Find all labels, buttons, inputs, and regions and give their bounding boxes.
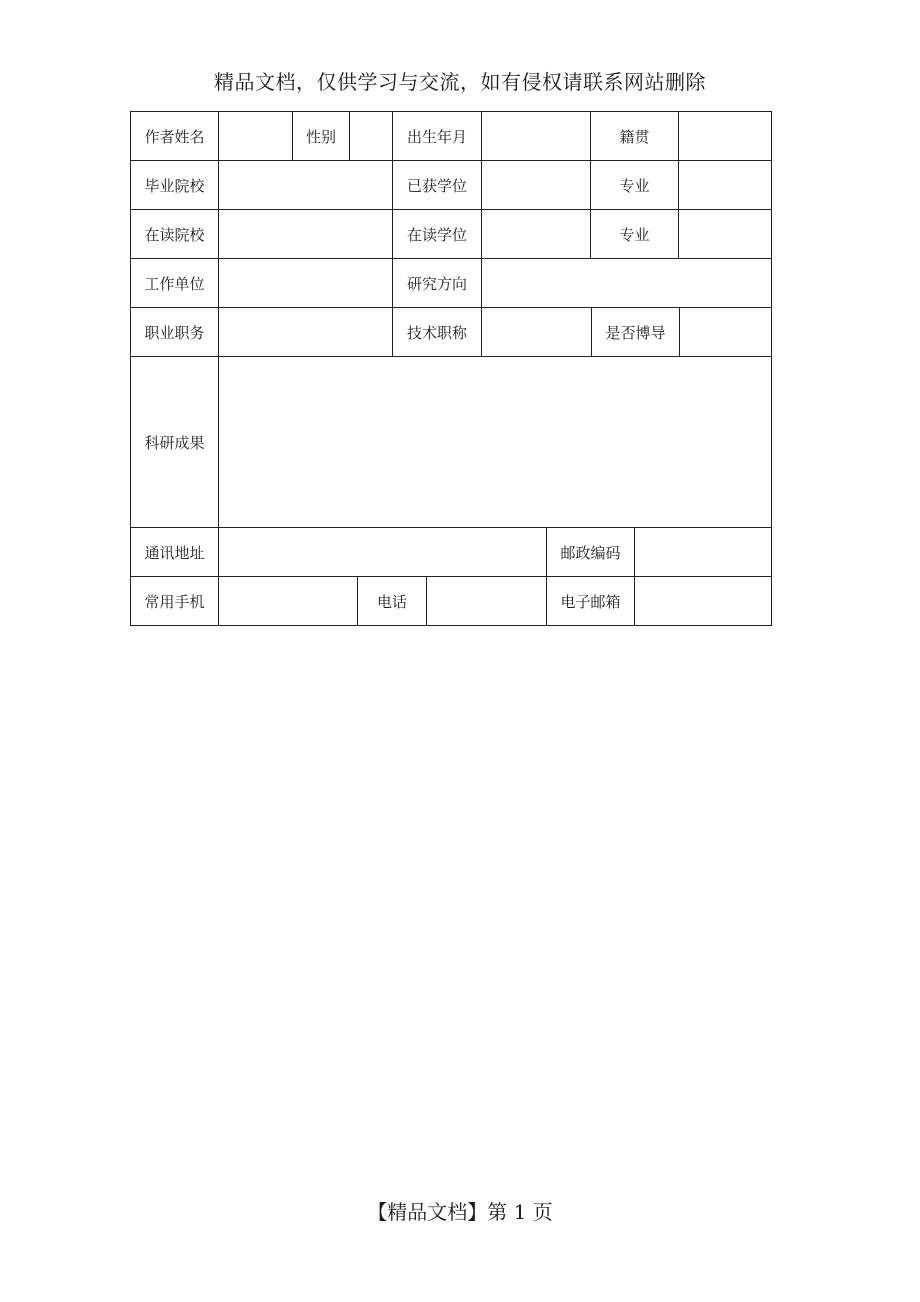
input-birth-date[interactable] — [482, 112, 591, 160]
label-major-2: 专业 — [591, 210, 679, 258]
row-position — [130, 308, 772, 357]
input-postal-code[interactable] — [635, 528, 771, 576]
label-mobile-phone: 常用手机 — [131, 577, 219, 625]
input-major-1[interactable] — [679, 161, 771, 209]
label-degree-obtained: 已获学位 — [393, 161, 482, 209]
row-work — [130, 259, 772, 308]
label-author-name: 作者姓名 — [131, 112, 219, 160]
input-gender[interactable] — [350, 112, 393, 160]
row-basic-info — [130, 111, 772, 161]
label-major-1: 专业 — [591, 161, 679, 209]
input-position[interactable] — [219, 308, 393, 356]
input-graduated-school[interactable] — [219, 161, 393, 209]
input-degree-obtained[interactable] — [482, 161, 591, 209]
input-degree-studying[interactable] — [482, 210, 591, 258]
label-doctoral-supervisor: 是否博导 — [592, 308, 680, 356]
row-research-results — [130, 357, 772, 528]
label-native-place: 籍贯 — [591, 112, 679, 160]
page-header: 精品文档，仅供学习与交流，如有侵权请联系网站删除 — [214, 70, 706, 94]
label-telephone: 电话 — [358, 577, 427, 625]
author-info-form — [130, 111, 772, 626]
input-research-results[interactable] — [219, 357, 771, 527]
row-address — [130, 528, 772, 577]
label-technical-title: 技术职称 — [393, 308, 482, 356]
input-email[interactable] — [635, 577, 771, 625]
input-work-unit[interactable] — [219, 259, 393, 307]
input-telephone[interactable] — [427, 577, 547, 625]
input-mobile-phone[interactable] — [219, 577, 358, 625]
label-gender: 性别 — [293, 112, 350, 160]
label-degree-studying: 在读学位 — [393, 210, 482, 258]
input-major-2[interactable] — [679, 210, 771, 258]
input-author-name[interactable] — [219, 112, 293, 160]
input-native-place[interactable] — [679, 112, 771, 160]
label-postal-code: 邮政编码 — [547, 528, 635, 576]
label-research-results: 科研成果 — [131, 357, 219, 527]
input-mailing-address[interactable] — [219, 528, 547, 576]
label-graduated-school: 毕业院校 — [131, 161, 219, 209]
label-work-unit: 工作单位 — [131, 259, 219, 307]
page-footer: 【精品文档】第 1 页 — [367, 1200, 553, 1224]
input-technical-title[interactable] — [482, 308, 592, 356]
input-research-direction[interactable] — [482, 259, 771, 307]
row-contact — [130, 577, 772, 626]
label-current-school: 在读院校 — [131, 210, 219, 258]
row-current-study — [130, 210, 772, 259]
label-email: 电子邮箱 — [547, 577, 635, 625]
input-doctoral-supervisor[interactable] — [680, 308, 771, 356]
input-current-school[interactable] — [219, 210, 393, 258]
label-mailing-address: 通讯地址 — [131, 528, 219, 576]
label-birth-date: 出生年月 — [393, 112, 482, 160]
label-research-direction: 研究方向 — [393, 259, 482, 307]
label-position: 职业职务 — [131, 308, 219, 356]
row-graduated — [130, 161, 772, 210]
